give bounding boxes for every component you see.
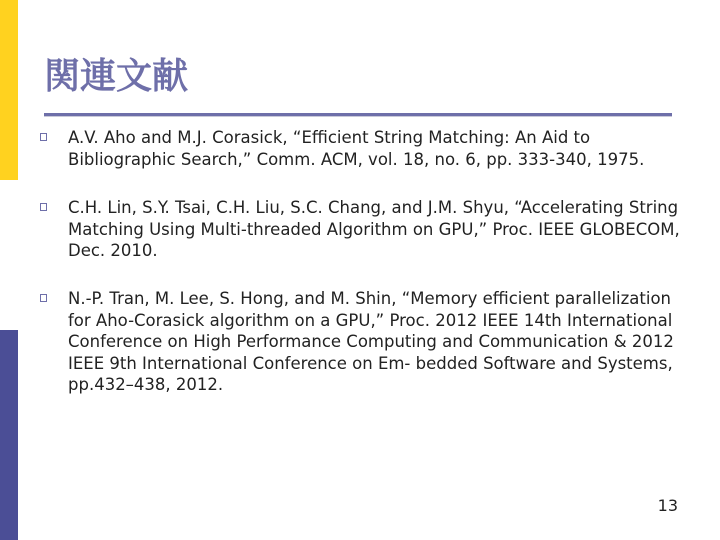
- square-bullet-icon: [40, 203, 47, 211]
- page-number: 13: [657, 496, 678, 515]
- sidebar-white-band: [0, 180, 18, 330]
- square-bullet-icon: [40, 133, 47, 141]
- sidebar-yellow-band: [0, 0, 18, 180]
- title-underline-shadow: [44, 116, 672, 117]
- square-bullet-icon: [40, 294, 47, 302]
- reference-text: C.H. Lin, S.Y. Tsai, C.H. Liu, S.C. Chang, and J.M. Shyu, “Accelerating String Matching Using Multi-threaded Algorithm on GPU,” Proc. IEEE GLOBECOM, Dec. 2010.: [68, 198, 680, 260]
- reference-text: N.-P. Tran, M. Lee, S. Hong, and M. Shin, “Memory efficient parallelization for Aho-Corasick algorithm on a GPU,” Proc. 2012 IEEE 14th International Conference on High Performance Computing and Communication & 2012 IEEE 9th International Conference on Em- bedded Software and Systems, pp.432–438, 2012.: [68, 289, 674, 394]
- slide-sidebar: [0, 0, 18, 540]
- reference-text: A.V. Aho and M.J. Corasick, “Efficient String Matching: An Aid to Bibliographic Search,” Comm. ACM, vol. 18, no. 6, pp. 333-340, 1975.: [68, 128, 645, 169]
- slide-title: 関連文献: [44, 56, 189, 97]
- sidebar-navy-band: [0, 330, 18, 540]
